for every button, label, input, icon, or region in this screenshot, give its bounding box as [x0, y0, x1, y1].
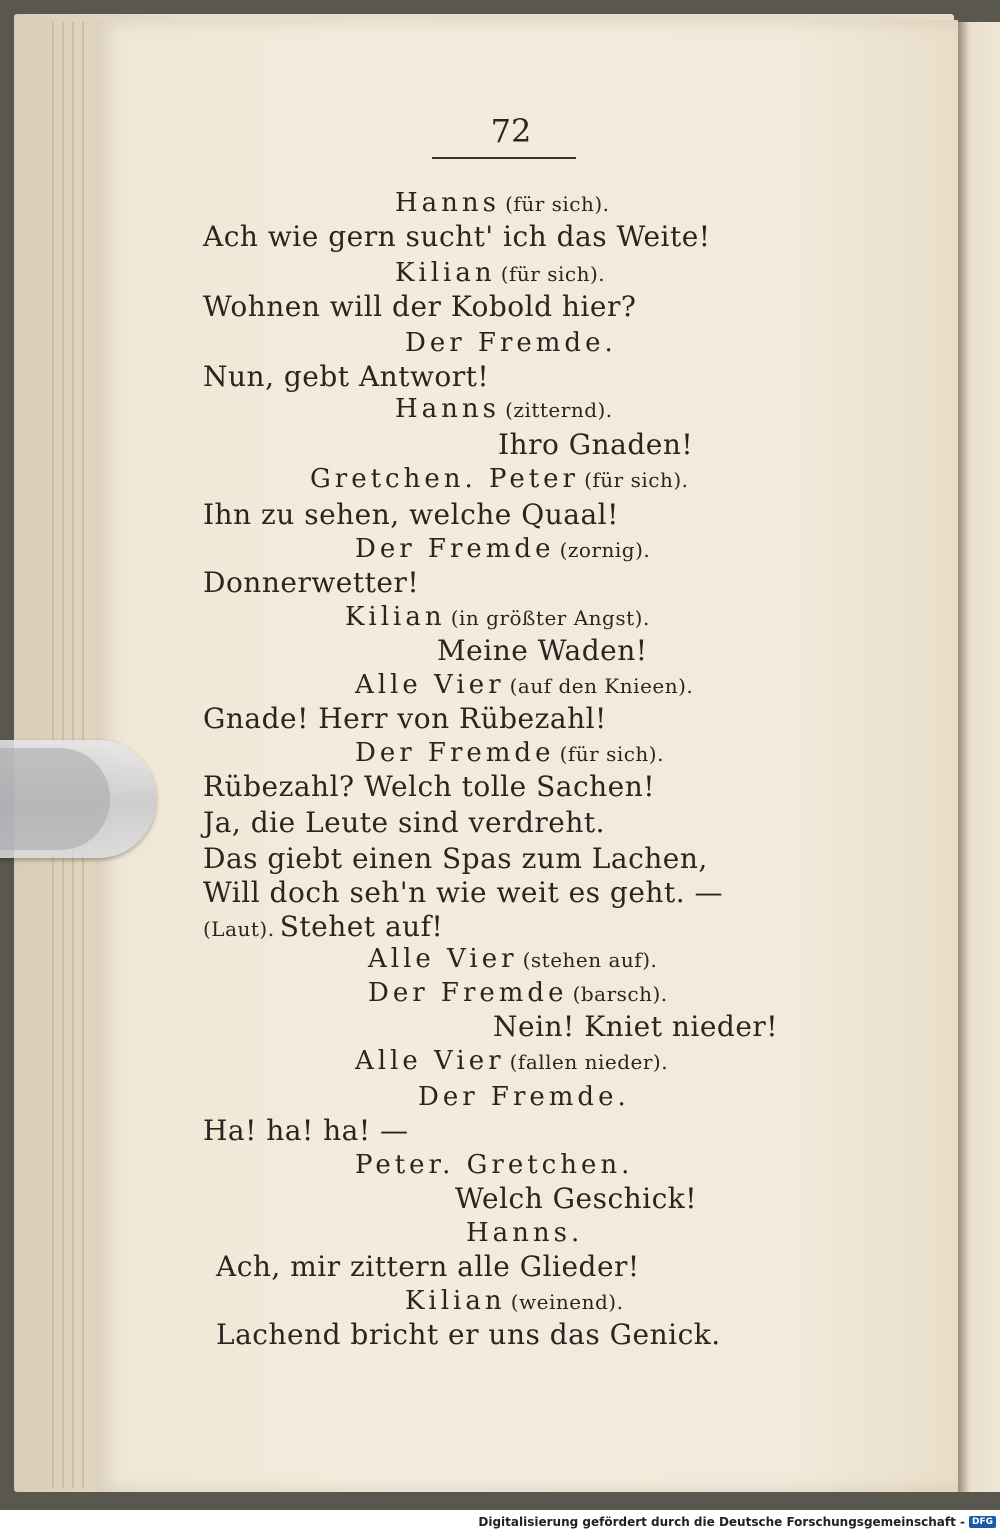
speaker-line: Alle Vier (auf den Knieen).: [355, 670, 694, 700]
page-number-rule: [432, 157, 576, 159]
speaker-line: Der Fremde (barsch).: [368, 978, 668, 1008]
verse-line: Ihn zu sehen, welche Quaal!: [203, 498, 619, 531]
verse-line: Ach wie gern sucht' ich das Weite!: [203, 220, 711, 253]
verse-line: (Laut). Stehet auf!: [203, 910, 444, 943]
scanner-clip-inner: [0, 748, 110, 850]
dfg-logo: DFG: [969, 1516, 996, 1528]
speaker-line: Der Fremde (zornig).: [355, 534, 651, 564]
verse-line: Ach, mir zittern alle Glieder!: [216, 1250, 640, 1283]
verse-line: Welch Geschick!: [455, 1182, 698, 1215]
verse-line: Wohnen will der Kobold hier?: [203, 290, 637, 323]
verse-line: Donnerwetter!: [203, 566, 420, 599]
facing-page: [958, 22, 1000, 1492]
verse-line: Will doch seh'n wie weit es geht. —: [203, 876, 724, 909]
speaker-line: Hanns.: [466, 1218, 584, 1248]
speaker-line: Der Fremde.: [418, 1082, 630, 1112]
speaker-line: Hanns (für sich).: [395, 188, 610, 218]
verse-line: Gnade! Herr von Rübezahl!: [203, 702, 607, 735]
speaker-line: Der Fremde.: [405, 328, 617, 358]
speaker-line: Kilian (in größter Angst).: [345, 602, 650, 632]
speaker-line: Kilian (für sich).: [395, 258, 606, 288]
page-number: 72: [490, 112, 532, 150]
verse-line: Das giebt einen Spas zum Lachen,: [203, 842, 708, 875]
speaker-line: Alle Vier (stehen auf).: [368, 944, 658, 974]
speaker-line: Hanns (zitternd).: [395, 394, 613, 424]
speaker-line: Alle Vier (fallen nieder).: [355, 1046, 669, 1076]
speaker-line: Kilian (weinend).: [405, 1286, 624, 1316]
verse-line: Nein! Kniet nieder!: [493, 1010, 779, 1043]
speaker-line: Der Fremde (für sich).: [355, 738, 664, 768]
verse-line: Nun, gebt Antwort!: [203, 360, 490, 393]
speaker-line: Gretchen. Peter (für sich).: [310, 464, 689, 494]
verse-line: Ja, die Leute sind verdreht.: [203, 806, 606, 839]
verse-line: Rübezahl? Welch tolle Sachen!: [203, 770, 656, 803]
footer-text: Digitalisierung gefördert durch die Deutsche Forschungsgemeinschaft -: [478, 1515, 965, 1529]
footer-credit: [478, 1515, 996, 1529]
verse-line: Ha! ha! ha! —: [203, 1114, 409, 1147]
verse-line: Meine Waden!: [437, 634, 648, 667]
verse-line: Lachend bricht er uns das Genick.: [216, 1318, 721, 1351]
speaker-line: Peter. Gretchen.: [355, 1150, 634, 1180]
verse-line: Ihro Gnaden!: [498, 428, 694, 461]
